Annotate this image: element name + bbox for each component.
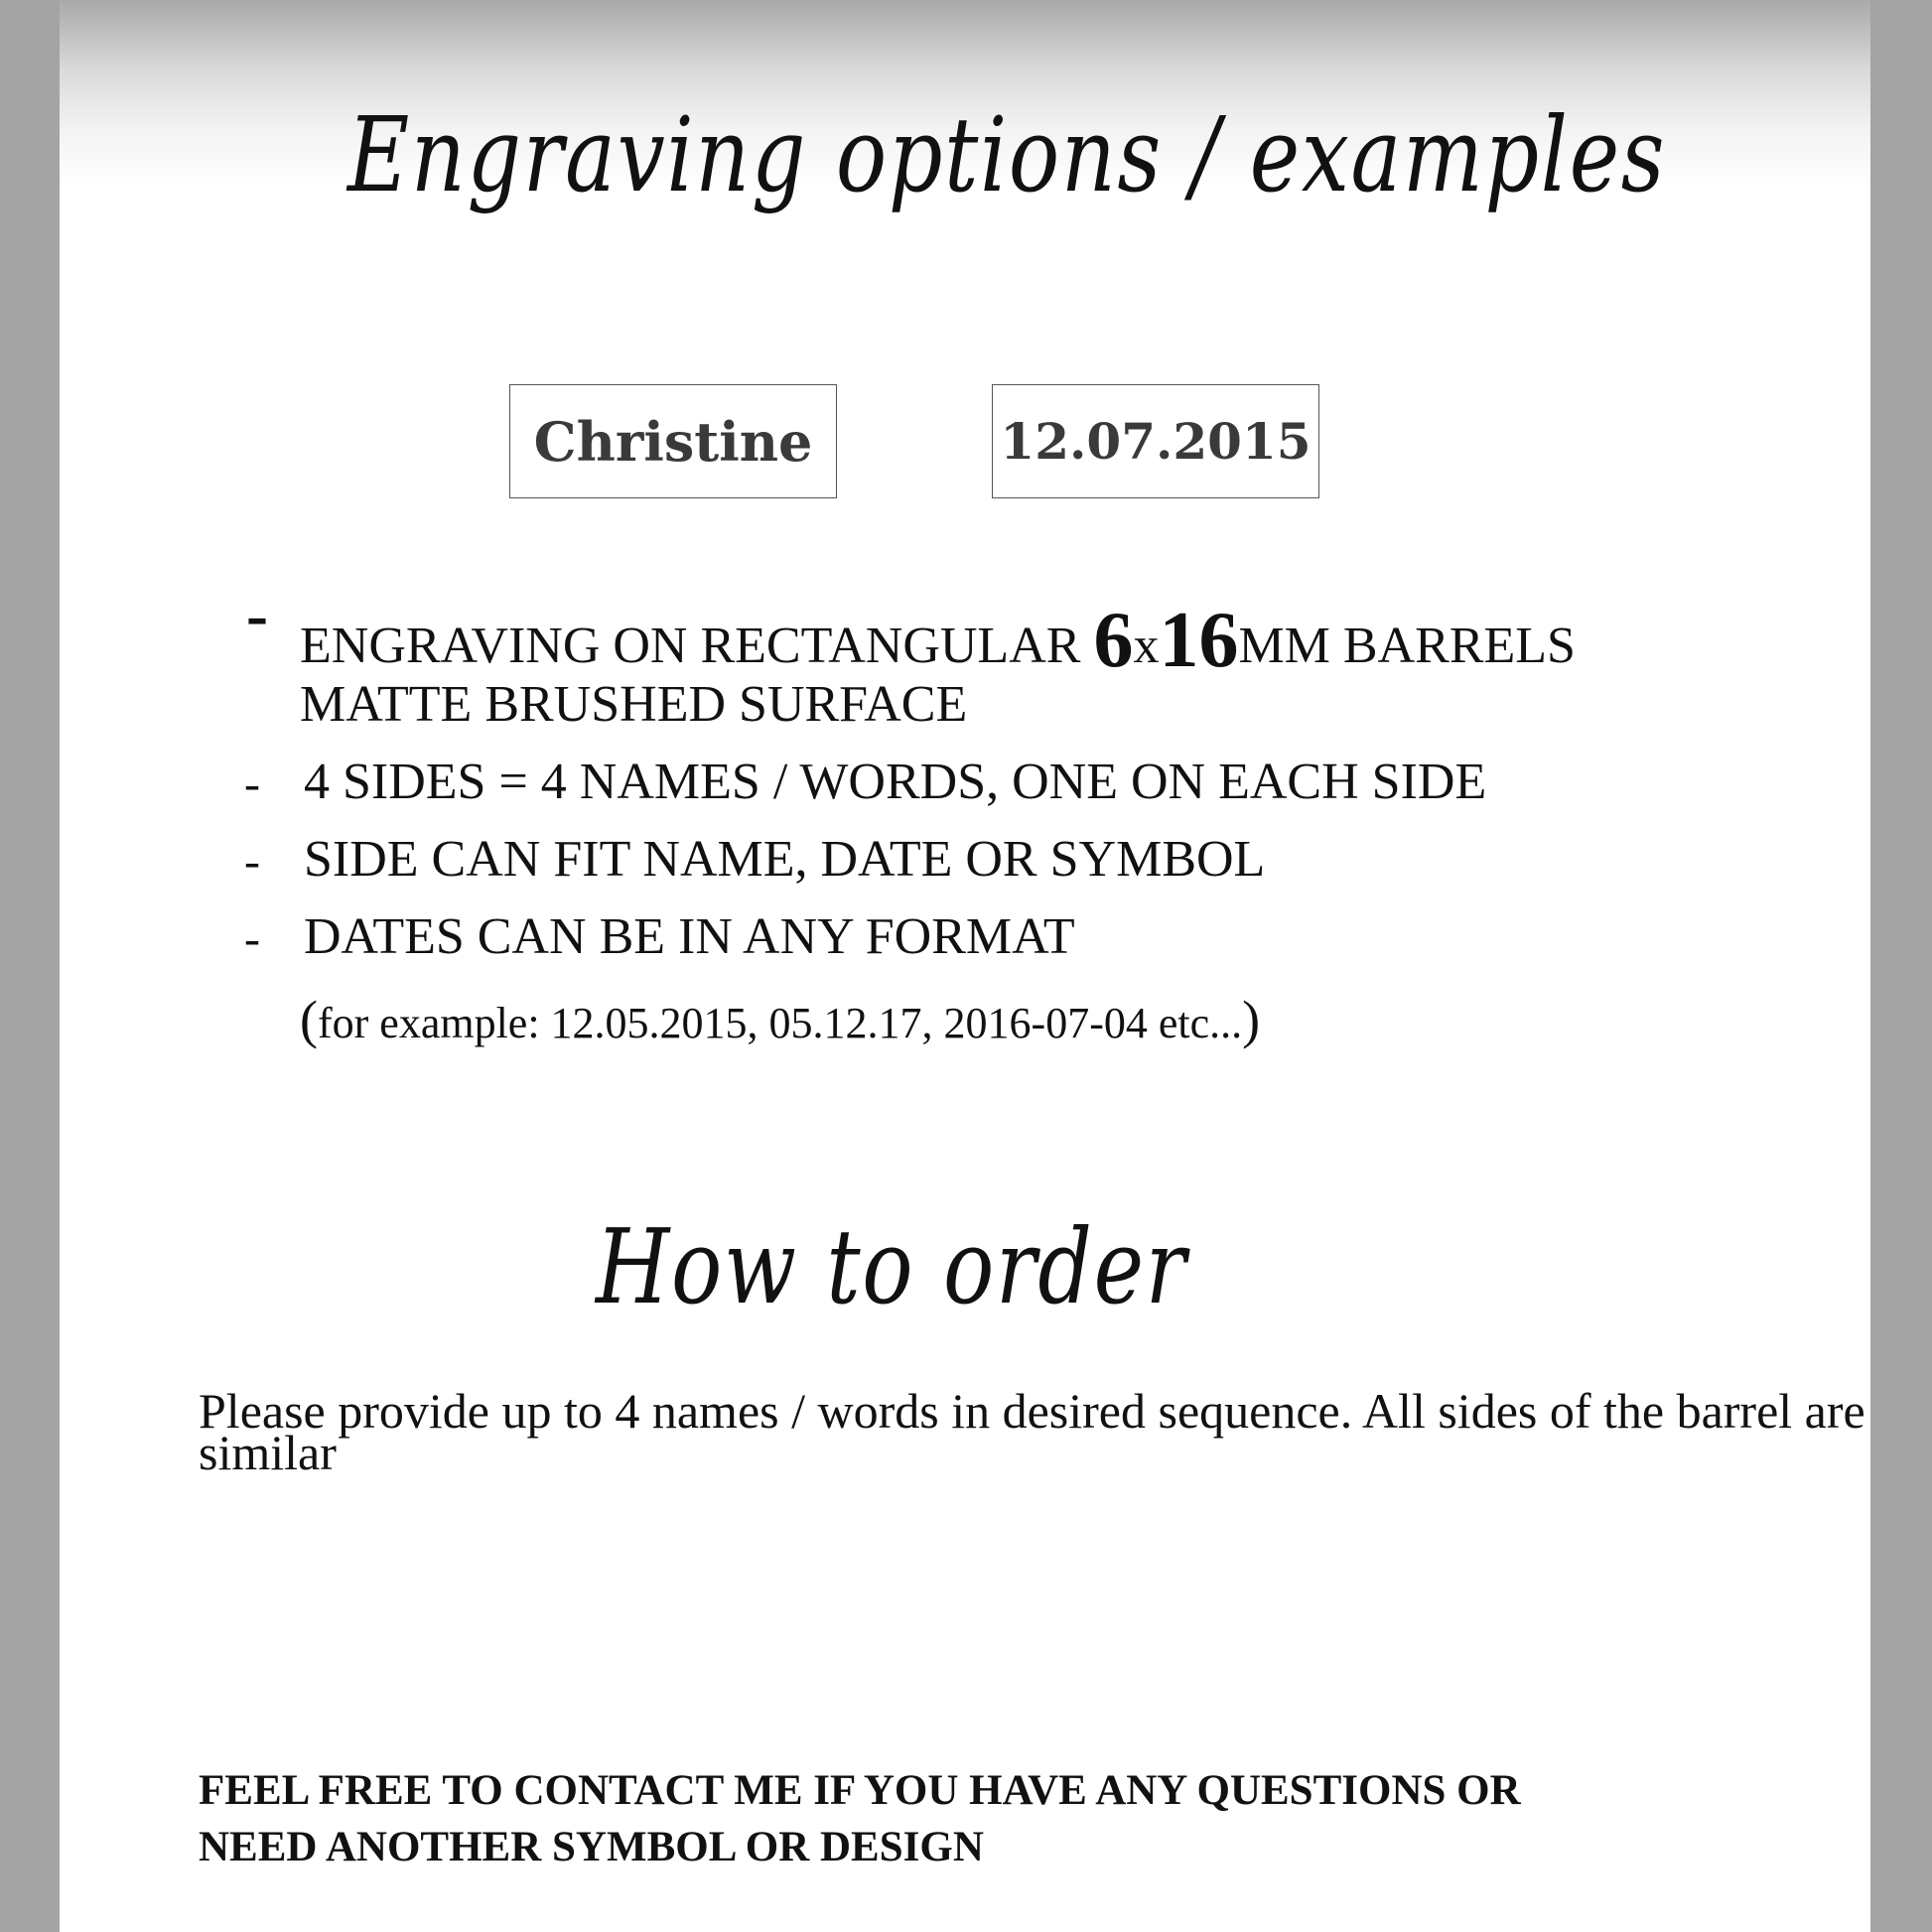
contact-note [199, 1762, 1827, 1875]
feature-barrel-size-x: x [1133, 618, 1160, 674]
feature-side-content: SIDE CAN FIT NAME, DATE OR SYMBOL [304, 831, 1266, 888]
feature-date-format: DATES CAN BE IN ANY FORMAT [304, 908, 1075, 965]
feature-barrel-size-b: 16 [1159, 597, 1239, 684]
bullet-dash: - [246, 579, 268, 651]
feature-barrel-size [300, 596, 1576, 686]
feature-surface: MATTE BRUSHED SURFACE [300, 676, 968, 733]
bullet-dash: - [244, 758, 260, 810]
feature-barrel-suffix: MM BARRELS [1238, 618, 1576, 674]
example-date-box [992, 384, 1319, 498]
example-name-box [509, 384, 837, 498]
order-instructions: Please provide up to 4 names / words in desired sequence. All sides of the barrel are similar [199, 1383, 1865, 1480]
product-info-sheet [60, 0, 1870, 1932]
example-date-text: 12.07.2015 [1000, 412, 1311, 471]
paren-open: ( [300, 990, 318, 1049]
bullet-dash: - [244, 835, 260, 888]
contact-line-2: NEED ANOTHER SYMBOL OR DESIGN [199, 1824, 984, 1870]
how-to-order-heading: How to order [596, 1206, 1188, 1327]
page-title: Engraving options / examples [347, 94, 1667, 215]
feature-sides: 4 SIDES = 4 NAMES / WORDS, ONE ON EACH SIDE [304, 754, 1487, 810]
feature-barrel-prefix: ENGRAVING ON RECTANGULAR [300, 618, 1094, 674]
date-examples-text: for example: 12.05.2015, 05.12.17, 2016-07-04 etc... [317, 999, 1243, 1047]
bullet-dash: - [244, 912, 260, 965]
example-name-text: Christine [533, 409, 813, 474]
feature-date-examples [300, 989, 1260, 1050]
contact-line-1: FEEL FREE TO CONTACT ME IF YOU HAVE ANY QUESTIONS OR [199, 1767, 1521, 1814]
feature-barrel-size-a: 6 [1093, 597, 1134, 684]
paren-close: ) [1242, 990, 1261, 1049]
